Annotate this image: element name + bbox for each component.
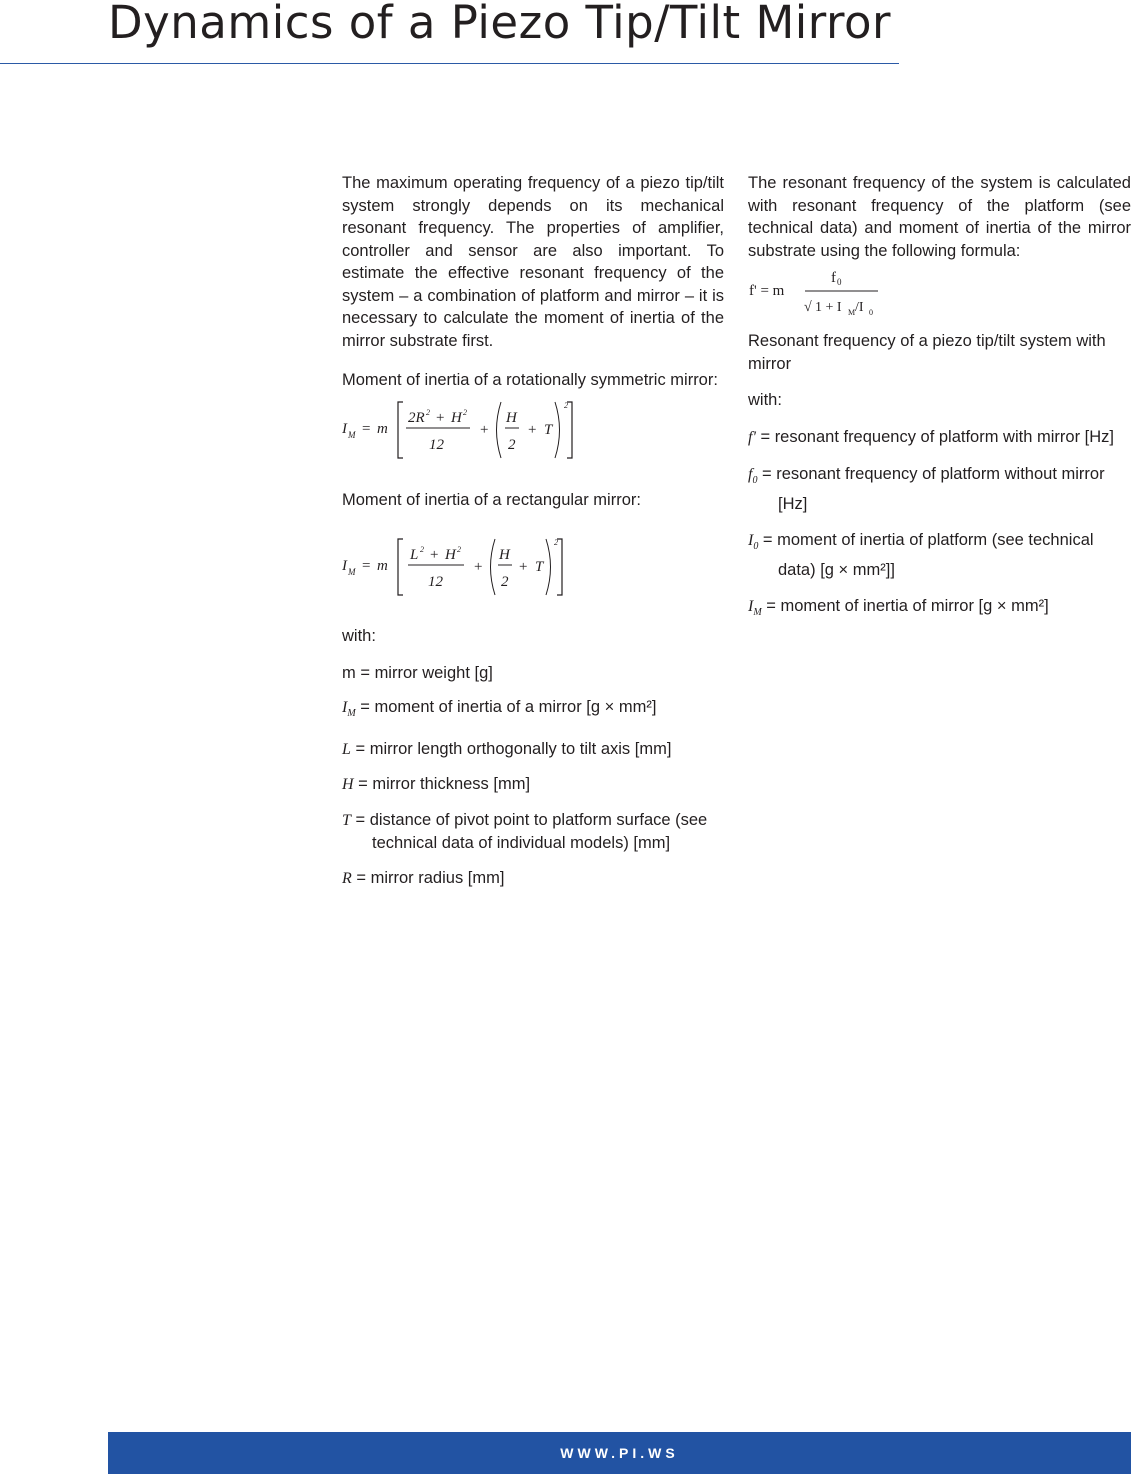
def-text: resonant frequency of platform with mirror [Hz] [774, 427, 1114, 446]
formula-lhs: f' = m [749, 283, 785, 299]
formula-symbol-H: H [499, 547, 510, 563]
formula-symbol-T: T [544, 421, 553, 438]
def-text: mirror thickness [mm] [372, 775, 531, 794]
resonance-intro-paragraph: The resonant frequency of the system is calculated with resonant frequency of the platform (see technical data) and moment of inertia of the mirror substrate using the following formula: [748, 174, 1131, 260]
formula-equals: = [362, 420, 371, 437]
definition-R: R = mirror radius [mm] [342, 868, 505, 887]
formula-symbol-T: T [535, 559, 544, 575]
definition-H: H = mirror thickness [mm] [342, 775, 531, 794]
def-symbol: T [342, 811, 351, 829]
formula-symbol-I: I [342, 420, 347, 437]
definition-I0: $I_0$ = moment of inertia of platform (see technical data) [g × mm²]] [748, 531, 1094, 579]
def-symbol: I [748, 598, 754, 616]
def-text: moment of inertia of a mirror [g × mm²] [374, 698, 657, 716]
formula-12: 12 [429, 436, 444, 453]
formula-symbol-H: H [445, 547, 456, 563]
def-subscript: M [753, 607, 762, 619]
formula-2: 2 [501, 574, 509, 590]
formula-sqrt: √ [804, 300, 812, 315]
def-subscript: 0 [752, 475, 758, 487]
def-subscript: 0 [753, 541, 759, 553]
definition-fprime: f' = resonant frequency of platform with mirror [Hz] [748, 427, 1114, 446]
formula-exponent: 2 [564, 400, 568, 410]
formula-plus: + [474, 559, 483, 575]
formula-exponent: 2 [554, 538, 558, 547]
formula-2: 2 [508, 436, 516, 453]
formula-12: 12 [428, 574, 443, 590]
def-symbol: f [748, 466, 753, 483]
resonant-frequency-formula [748, 270, 888, 320]
rectangular-mirror-heading: Moment of inertia of a rectangular mirror: [342, 490, 641, 509]
formula-2R: 2R [408, 409, 425, 426]
def-text: moment of inertia of mirror [g × mm²] [780, 597, 1049, 616]
def-text: moment of inertia of platform (see technical data) [g × mm²]] [777, 531, 1094, 579]
symmetric-mirror-formula [342, 398, 602, 462]
definition-T: T = distance of pivot point to platform surface (see technical data of individual models) [mm] [342, 810, 708, 853]
def-text: resonant frequency of platform without mirror [Hz] [776, 465, 1105, 513]
title-divider [0, 63, 899, 64]
right-paren [555, 402, 560, 458]
formula-plus: + [528, 421, 537, 438]
formula-symbol-m: m [377, 420, 388, 437]
right-column [748, 172, 1131, 625]
def-symbol: L [342, 740, 351, 758]
right-bracket [557, 539, 562, 595]
formula-symbol-L: L [410, 547, 419, 563]
left-paren [491, 539, 496, 595]
symmetric-mirror-heading: Moment of inertia of a rotationally symmetric mirror: [342, 371, 718, 389]
footer-bar [108, 1432, 1131, 1474]
definition-IM: $I_M$ = moment of inertia of a mirror [g × mm²] [342, 698, 657, 720]
formula-symbol-I: I [342, 558, 347, 574]
right-with-label: with: [748, 391, 782, 409]
formula-denominator: 1 + I [815, 300, 842, 315]
def-text: mirror radius [mm] [370, 868, 505, 887]
def-symbol: H [342, 776, 354, 794]
left-column [342, 172, 724, 890]
formula-exponent: 2 [426, 407, 430, 417]
left-with-label: with: [342, 627, 376, 645]
formula-exponent: 2 [420, 545, 424, 554]
definition-L: L = mirror length orthogonally to tilt axis [mm] [342, 739, 672, 758]
formula-plus: + [519, 559, 528, 575]
def-symbol: f' [748, 428, 756, 446]
def-text: distance of pivot point to platform surface (see technical data of individual models) [mm] [369, 810, 708, 853]
left-bracket [398, 402, 403, 458]
formula-subscript-0: 0 [869, 308, 873, 317]
footer-url-link[interactable]: WWW.PI.WS [560, 1445, 679, 1461]
formula-symbol-m: m [377, 558, 388, 574]
def-symbol: R [342, 869, 352, 887]
formula-subscript-M: M [348, 567, 356, 577]
definition-IM: $I_M$ = moment of inertia of mirror [g × mm²] [748, 597, 1049, 619]
formula-symbol-H: H [506, 409, 517, 426]
left-paren [497, 402, 502, 458]
formula-subscript-M: M [348, 429, 356, 440]
formula-subscript-0: 0 [837, 277, 842, 287]
intro-paragraph: The maximum operating frequency of a piezo tip/tilt system strongly depends on its mechanical resonant frequency. The properties of amplifier, controller and sensor are also important. To estimate the effective resonant frequency of the system – a combination of platform and mirror – it is necessary to calculate the moment of inertia of the mirror substrate first. [342, 174, 724, 350]
formula-slash-I: /I [855, 300, 864, 315]
formula-plus: + [480, 421, 489, 438]
right-bracket [567, 402, 572, 458]
def-symbol: m [342, 663, 356, 682]
formula-exponent: 2 [463, 407, 467, 417]
formula-exponent: 2 [457, 545, 461, 554]
right-paren [546, 539, 551, 595]
formula-plus: + [430, 547, 439, 563]
resonance-caption: Resonant frequency of a piezo tip/tilt system with mirror [748, 332, 1106, 373]
left-bracket [398, 539, 403, 595]
formula-symbol-H: H [451, 409, 462, 426]
def-text: mirror length orthogonally to tilt axis [mm] [369, 739, 672, 758]
formula-f: f [831, 270, 836, 286]
def-subscript: M [347, 708, 356, 720]
definition-m: m = mirror weight [g] [342, 663, 493, 682]
def-symbol: I [342, 699, 348, 716]
rectangular-mirror-formula [342, 535, 602, 599]
def-symbol: I [748, 532, 754, 550]
formula-plus: + [436, 409, 445, 426]
definition-f0: $f_0$ = resonant frequency of platform without mirror [Hz] [748, 465, 1105, 513]
page-title: Dynamics of a Piezo Tip/Tilt Mirror [108, 0, 892, 49]
formula-equals: = [362, 558, 371, 574]
def-text: mirror weight [g] [374, 663, 493, 682]
formula-subscript-M: M [848, 308, 856, 317]
